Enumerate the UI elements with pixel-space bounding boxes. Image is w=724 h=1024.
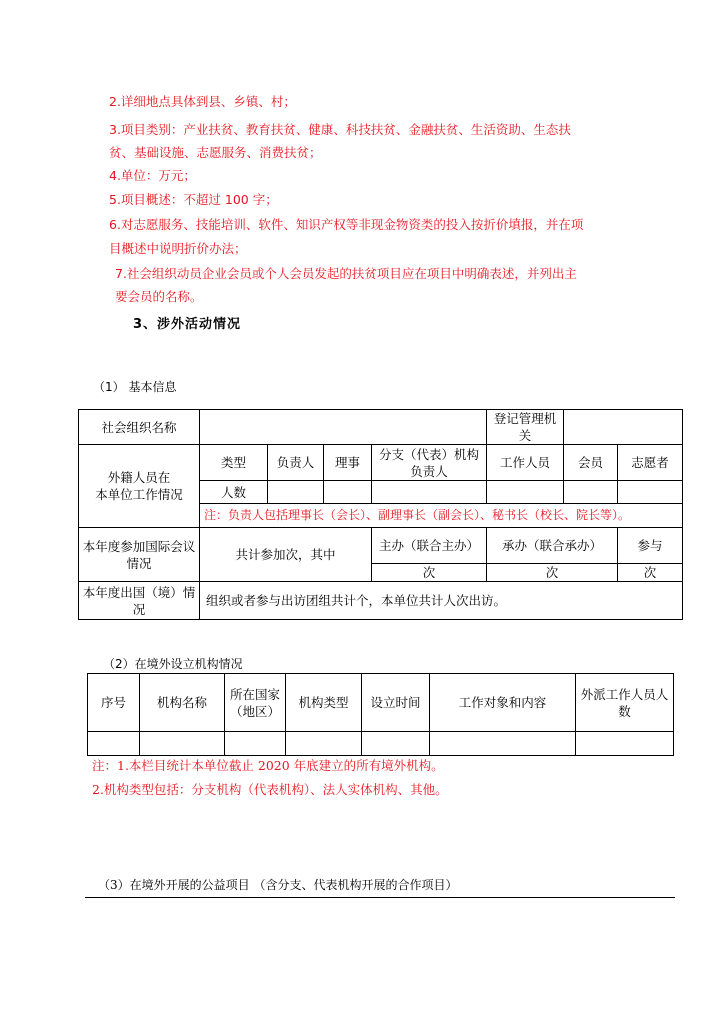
note-6-cont: 目概述中说明折价办法； xyxy=(109,241,247,256)
note-4: 4.单位：万元； xyxy=(109,168,196,183)
table-row xyxy=(88,732,674,756)
basic-info-title: （1） 基本信息 xyxy=(93,380,177,394)
foreign-staff-label-line1: 外籍人员在 xyxy=(107,470,171,485)
registry-value[interactable] xyxy=(564,410,683,445)
org-cell-staff[interactable] xyxy=(576,732,674,756)
overseas-projects-title: （3）在境外开展的公益项目 （含分支、代表机构开展的合作项目） xyxy=(98,878,458,892)
org-header-no: 序号 xyxy=(88,674,140,732)
conf-join: 参与 xyxy=(618,528,683,564)
conf-host: 主办（联合主办） xyxy=(372,528,487,564)
note-7-cont: 要会员的名称。 xyxy=(115,289,203,304)
note-7: 7.社会组织动员企业会员或个人会员发起的扶贫项目应在项目中明确表述，并列出主 xyxy=(115,266,577,281)
note-5: 5.项目概述：不超过 100 字； xyxy=(109,192,278,207)
org-note-1: 注：1.本栏目统计本单位截止 2020 年底建立的所有境外机构。 xyxy=(92,758,444,773)
abroad-text[interactable]: 组织或者参与出访团组共计个，本单位共计人次出访。 xyxy=(200,582,683,620)
note-6: 6.对志愿服务、技能培训、软件、知识产权等非现金物资类的投入按折价填报，并在项 xyxy=(109,217,584,232)
header-volunteer: 志愿者 xyxy=(618,445,683,481)
header-leader: 负责人 xyxy=(268,445,324,481)
org-cell-content[interactable] xyxy=(430,732,576,756)
note-3-cont: 贫、基础设施、志愿服务、消费扶贫； xyxy=(109,145,322,160)
org-header-content: 工作对象和内容 xyxy=(430,674,576,732)
header-director: 理事 xyxy=(324,445,372,481)
org-name-value[interactable] xyxy=(200,410,487,445)
header-staff: 工作人员 xyxy=(487,445,564,481)
note-2: 2.详细地点具体到县、乡镇、村； xyxy=(109,94,296,109)
header-branch-leader: 分支（代表）机构负责人 xyxy=(372,445,487,481)
header-type: 类型 xyxy=(200,445,268,481)
org-header-type: 机构类型 xyxy=(286,674,362,732)
note-3: 3.项目类别：产业扶贫、教育扶贫、健康、科技扶贫、金融扶贫、生活资助、生态扶 xyxy=(109,122,571,137)
count-leader[interactable] xyxy=(268,481,324,504)
foreign-staff-label-line2: 本单位工作情况 xyxy=(95,487,183,502)
registry-label: 登记管理机关 xyxy=(487,410,564,445)
count-volunteer[interactable] xyxy=(618,481,683,504)
org-cell-time[interactable] xyxy=(362,732,430,756)
section-title: 3、涉外活动情况 xyxy=(133,317,242,332)
conf-co-times[interactable]: 次 xyxy=(487,564,618,582)
org-header-time: 设立时间 xyxy=(362,674,430,732)
count-branch-leader[interactable] xyxy=(372,481,487,504)
org-cell-name[interactable] xyxy=(140,732,225,756)
overseas-org-table xyxy=(87,673,674,756)
foreign-staff-label xyxy=(79,445,200,528)
org-cell-type[interactable] xyxy=(286,732,362,756)
conf-join-times[interactable]: 次 xyxy=(618,564,683,582)
staff-note: 注：负责人包括理事长（会长）、副理事长（副会长）、秘书长（校长、院长等）。 xyxy=(200,504,683,528)
conf-co: 承办（联合承办） xyxy=(487,528,618,564)
basic-info-table xyxy=(78,409,683,620)
count-member[interactable] xyxy=(564,481,618,504)
org-header-name: 机构名称 xyxy=(140,674,225,732)
conf-host-times[interactable]: 次 xyxy=(372,564,487,582)
abroad-label: 本年度出国（境）情况 xyxy=(79,582,200,620)
org-cell-country[interactable] xyxy=(225,732,286,756)
org-name-label: 社会组织名称 xyxy=(79,410,200,445)
count-staff[interactable] xyxy=(487,481,564,504)
header-member: 会员 xyxy=(564,445,618,481)
divider-line xyxy=(85,897,675,898)
org-header-country: 所在国家（地区） xyxy=(225,674,286,732)
overseas-org-title: （2）在境外设立机构情况 xyxy=(103,657,243,671)
org-cell-no[interactable] xyxy=(88,732,140,756)
org-note-2: 2.机构类型包括：分支机构（代表机构）、法人实体机构、其他。 xyxy=(92,782,448,797)
count-director[interactable] xyxy=(324,481,372,504)
conf-label: 本年度参加国际会议情况 xyxy=(79,528,200,582)
conf-total: 共计参加次，其中 xyxy=(200,528,372,582)
count-label: 人数 xyxy=(200,481,268,504)
org-header-staff: 外派工作人员人数 xyxy=(576,674,674,732)
